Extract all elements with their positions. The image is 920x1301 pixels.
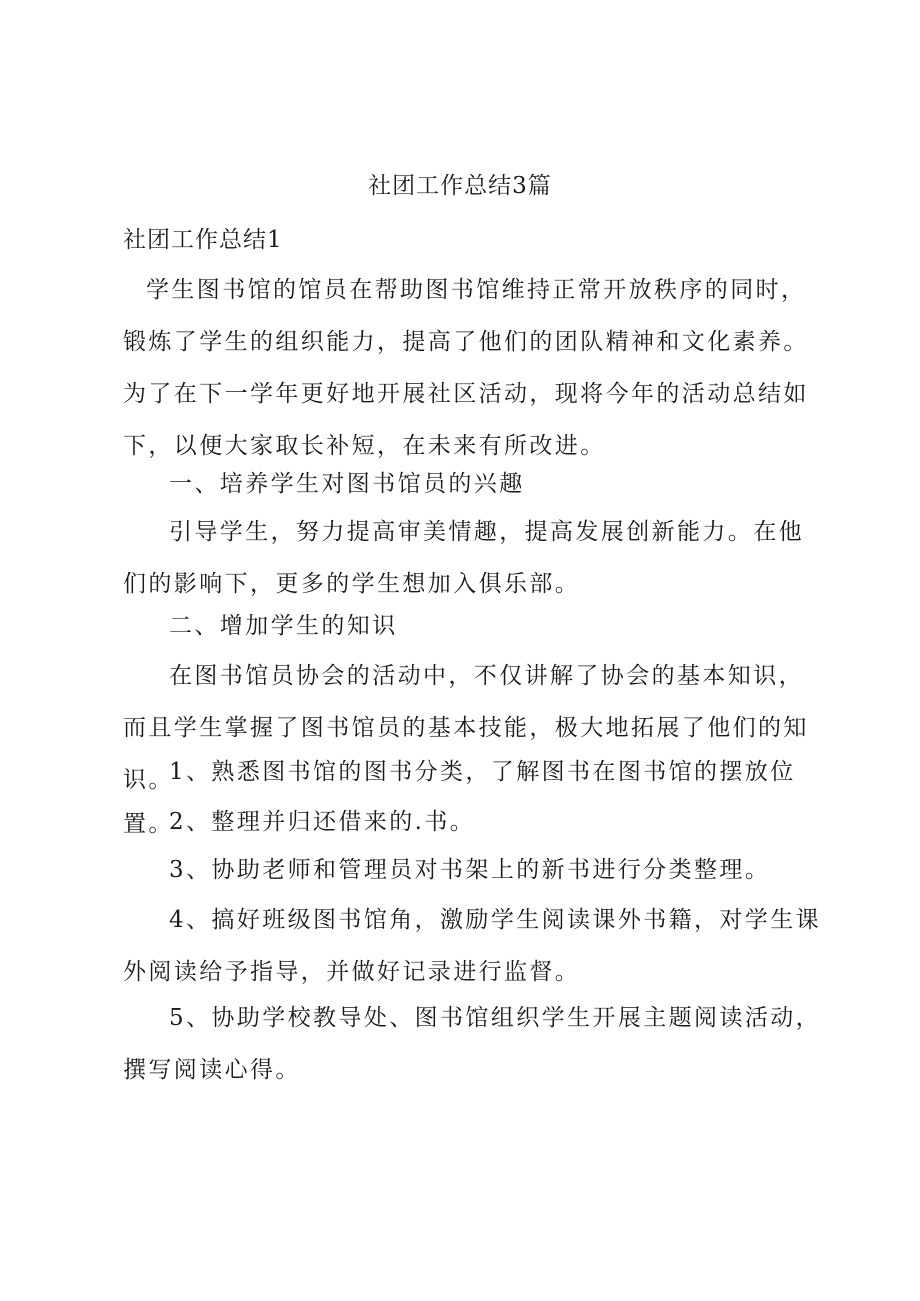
- section2-title: 二、增加学生的知识: [169, 613, 398, 639]
- list-item-1: 1、熟悉图书馆的图书分类，了解图书在图书馆的摆放位置。: [123, 759, 796, 837]
- list-item-5-continuation: 撰写阅读心得。: [123, 1057, 301, 1083]
- section1-title: 一、培养学生对图书馆员的兴趣: [169, 471, 525, 497]
- list-item-4: 4、搞好班级图书馆角，激励学生阅读课外书籍，对学生课外阅读给予指导，并做好记录进行监督。: [123, 907, 822, 985]
- list-item-2: 2、整理并归还借来的.书。: [169, 809, 476, 835]
- section-heading: 社团工作总结1: [123, 227, 283, 253]
- section1-body: 引导学生，努力提高审美情趣，提高发展创新能力。在他们的影响下，更多的学生想加入俱乐部。: [123, 519, 804, 597]
- list-item-5: 5、协助学校教导处、图书馆组织学生开展主题阅读活动，: [169, 1005, 822, 1031]
- section2-body: 在图书馆员协会的活动中，不仅讲解了协会的基本知识，而且学生掌握了图书馆员的基本技能，极大地拓展了他们的知识。: [123, 663, 809, 793]
- list-item-3: 3、协助老师和管理员对书架上的新书进行分类整理。: [169, 857, 771, 883]
- intro-paragraph: 学生图书馆的馆员在帮助图书馆维持正常开放秩序的同时，锻炼了学生的组织能力，提高了他们的团队精神和文化素养。为了在下一学年更好地开展社区活动，现将今年的活动总结如下，以便大家取长补短，在未来有所改进。: [123, 277, 809, 459]
- document-title: 社团工作总结3篇: [368, 173, 552, 199]
